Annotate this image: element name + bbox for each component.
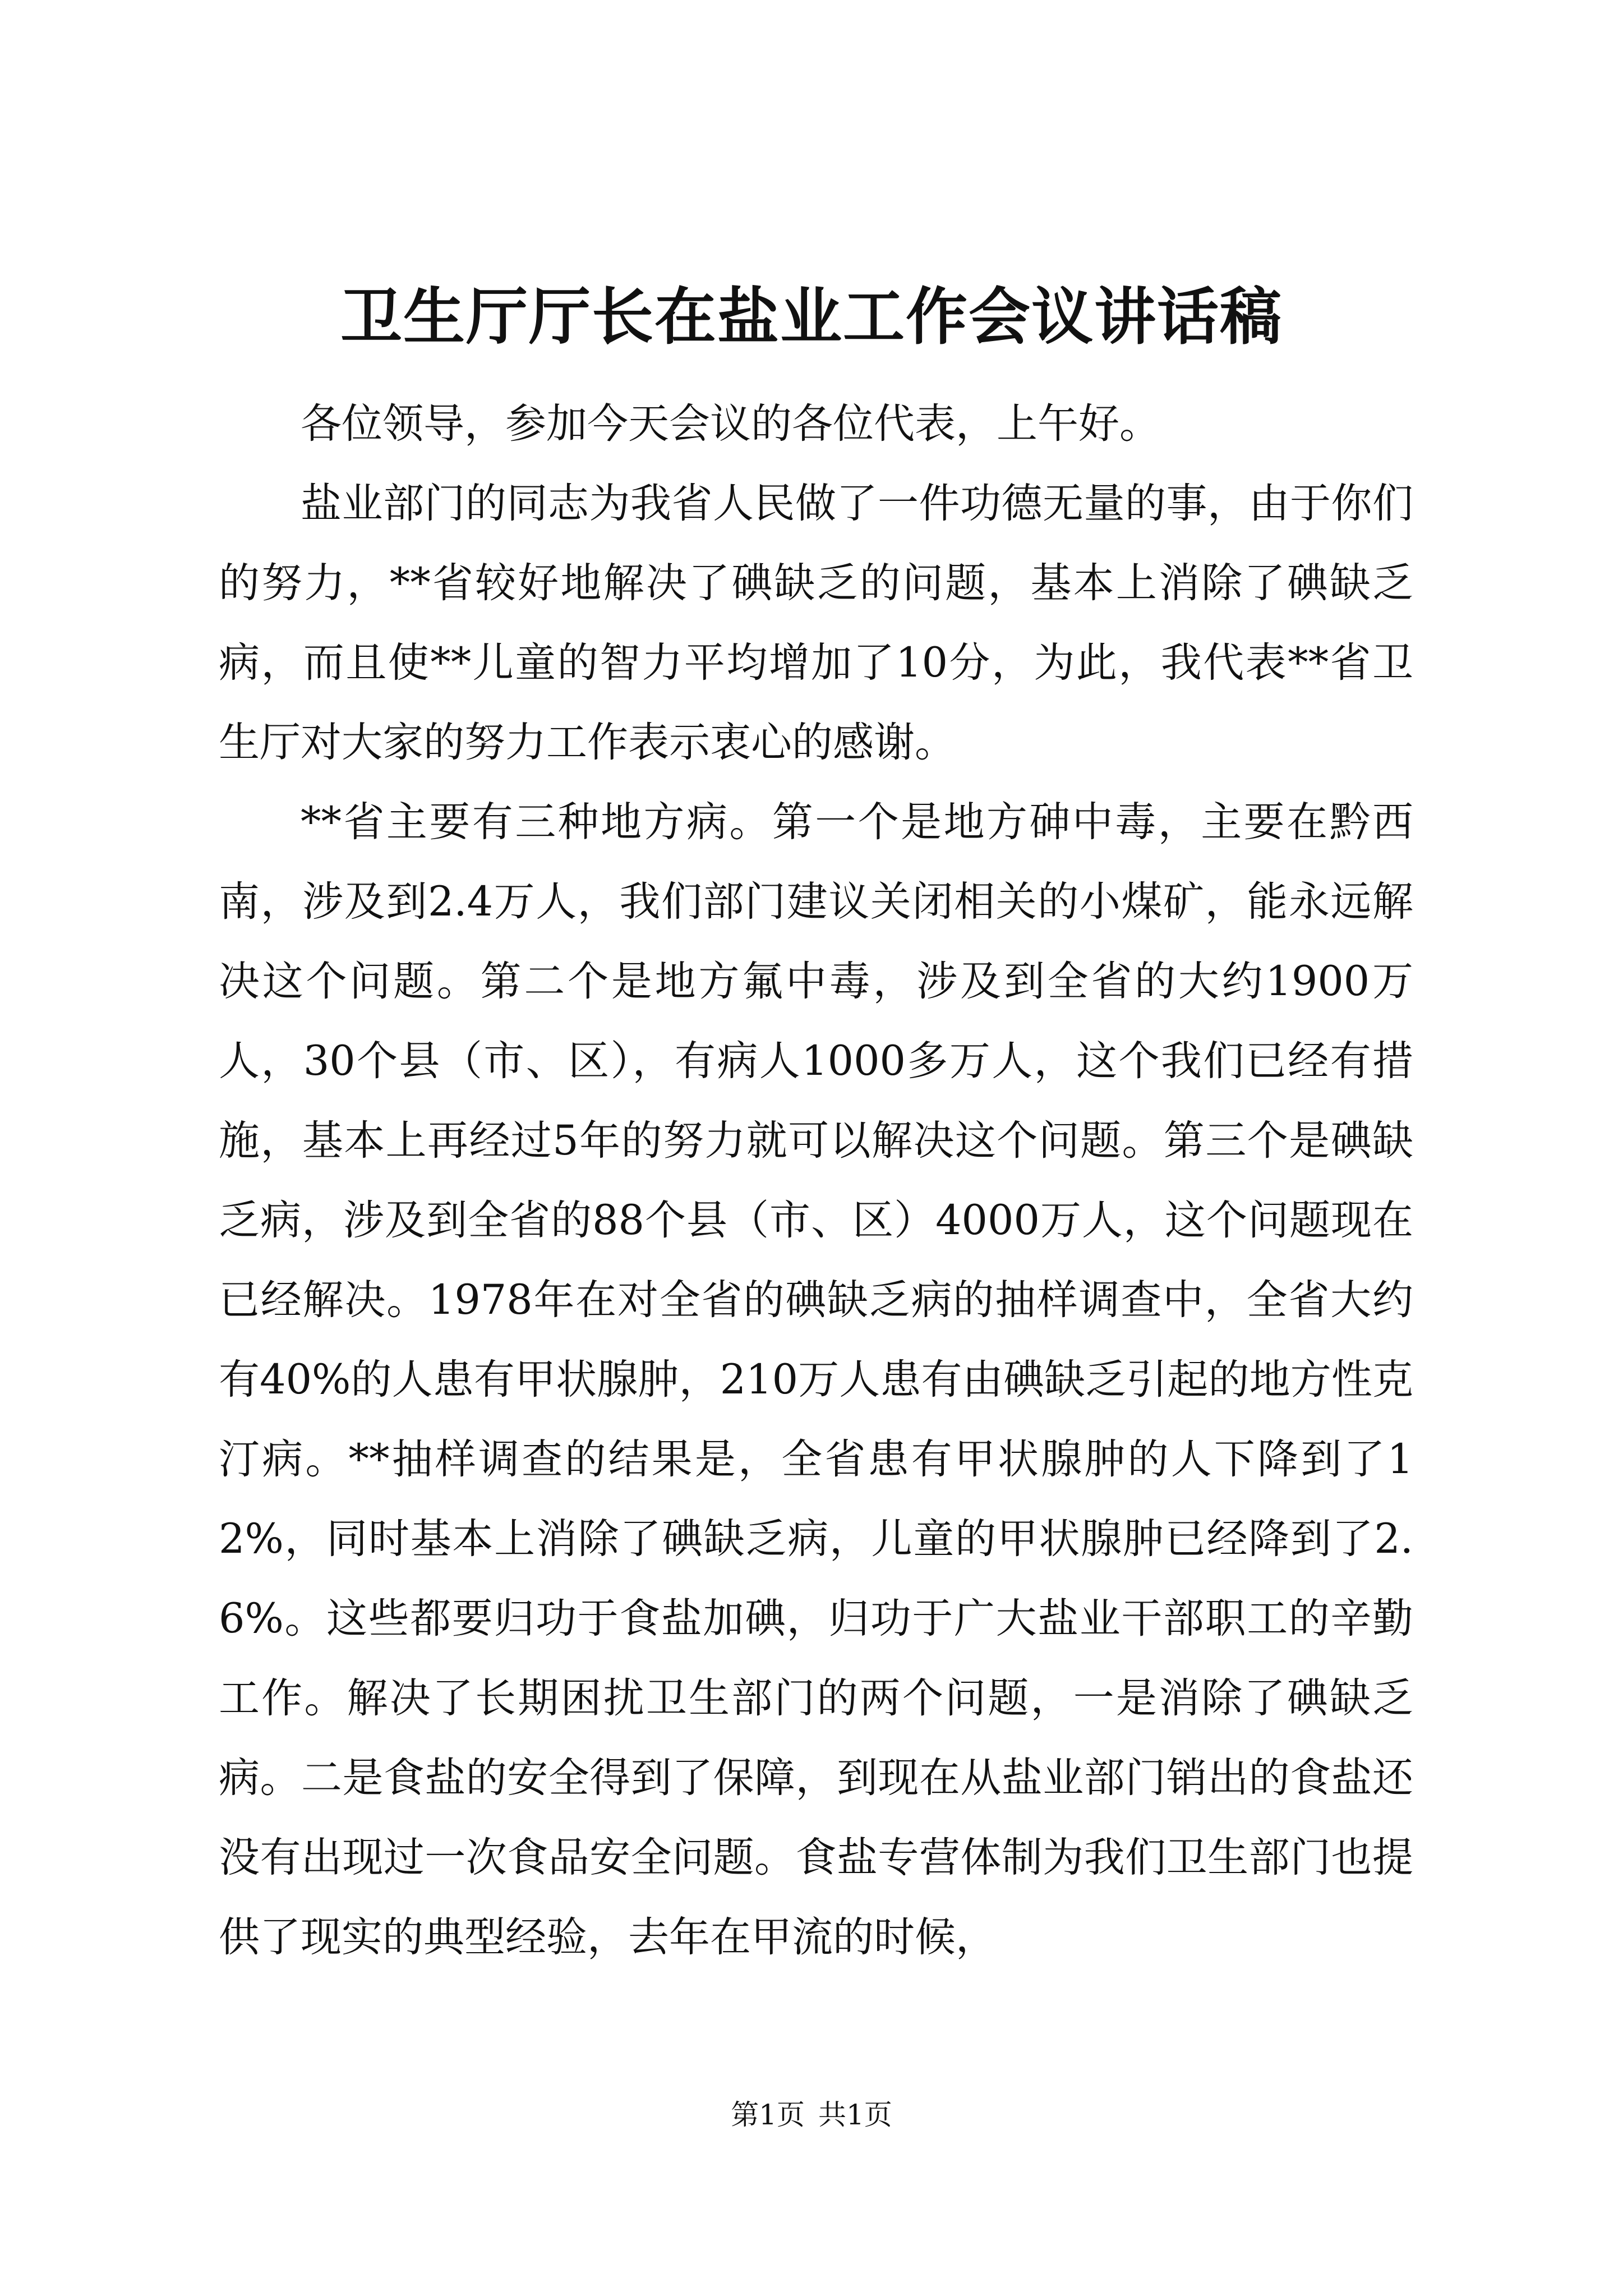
page-number: 第1页 (731, 2099, 805, 2131)
page-total: 共1页 (818, 2099, 892, 2131)
paragraph-endemic-diseases: **省主要有三种地方病。第一个是地方砷中毒，主要在黔西南，涉及到2.4万人，我们部门建议关闭相关的小煤矿，能永远解决这个问题。第二个是地方氟中毒，涉及到全省的大约1900万人，30个县（市、区），有病人1000多万人，这个我们已经有措施，基本上再经过5年的努力就可以解决这个问题。第三个是碘缺乏病，涉及到全省的88个县（市、区）4000万人，这个问题现在已经解决。1978年在对全省的碘缺乏病的抽样调查中，全省大约有40%的人患有甲状腺肿，210万人患有由碘缺乏引起的地方性克汀病。**抽样调查的结果是，全省患有甲状腺肿的人下降到了12%，同时基本上消除了碘缺乏病，儿童的甲状腺肿已经降到了2.6%。这些都要归功于食盐加碘，归功于广大盐业干部职工的辛勤工作。解决了长期困扰卫生部门的两个问题，一是消除了碘缺乏病。二是食盐的安全得到了保障，到现在从盐业部门销出的食盐还没有出现过一次食品安全问题。食盐专营体制为我们卫生部门也提供了现实的典型经验，去年在甲流的时候， (219, 798, 1413, 1961)
page-footer (0, 2095, 1623, 2134)
paragraph-thanks: 盐业部门的同志为我省人民做了一件功德无量的事，由于你们的努力，**省较好地解决了碘缺乏的问题，基本上消除了碘缺乏病，而且使**儿童的智力平均增加了10分，为此，我代表**省卫生厅对大家的努力工作表示衷心的感谢。 (219, 480, 1413, 766)
document-title: 卫生厅厅长在盐业工作会议讲话稿 (340, 280, 1283, 353)
paragraph-greeting: 各位领导，参加今天会议的各位代表，上午好。 (301, 400, 1160, 448)
document-body (219, 384, 1413, 1977)
